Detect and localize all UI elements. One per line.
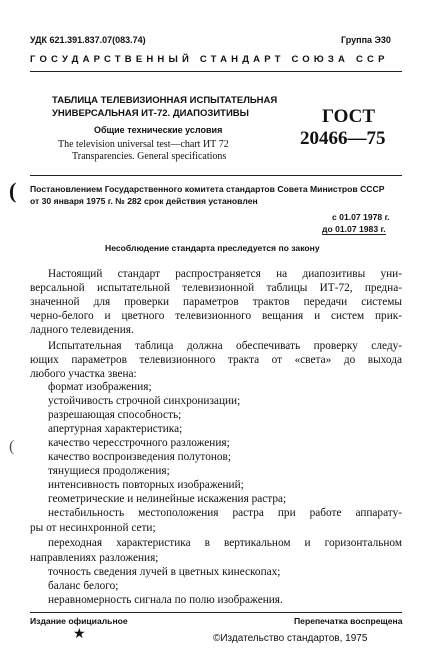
reprint-prohibited-label: Перепечатка воспрещена [294, 616, 403, 626]
title-line-2: УНИВЕРСАЛЬНАЯ ИТ-72. ДИАПОЗИТИВЫ [52, 108, 249, 119]
title-subtitle: Общие технические условия [94, 125, 223, 135]
list-item: точность сведения лучей в цветных кинескопах; [48, 566, 281, 578]
list-item-continuation: ры от несинхронной сети; [30, 522, 156, 534]
header-rule [30, 71, 402, 72]
official-edition-label: Издание официальное [30, 616, 128, 626]
title-english-2: Transparencies. General specifications [72, 151, 227, 162]
footer-rule [30, 612, 402, 613]
para2-line-1: Испытательная таблица должна обеспечивать проверку следу- [48, 340, 402, 352]
decree-line-2: от 30 января 1975 г. № 282 срок действия установлен [30, 196, 258, 206]
title-line-1: ТАБЛИЦА ТЕЛЕВИЗИОННАЯ ИСПЫТАТЕЛЬНАЯ [52, 95, 278, 106]
para1-line-5: ладного телевидения. [30, 324, 134, 336]
para2-line-2: ющих параметров телевизионного тракта от «света» до выхода [30, 354, 402, 366]
legal-warning: Несоблюдение стандарта преследуется по закону [105, 243, 320, 253]
list-item: качество чересстрочного разложения; [48, 437, 230, 449]
list-item: переходная характеристика в вертикальном и горизонтальном [48, 537, 402, 549]
list-item: формат изображения; [48, 381, 152, 393]
list-item: тянущиеся продолжения; [48, 465, 170, 477]
list-item: апертурная характеристика; [48, 423, 183, 435]
copyright-notice: ©Издательство стандартов, 1975 [213, 633, 368, 644]
list-item: устойчивость строчной синхронизации; [48, 395, 241, 407]
validity-from: с 01.07 1978 г. [332, 212, 390, 222]
validity-to: до 01.07 1983 г. [322, 224, 386, 234]
gost-label: ГОСТ [322, 106, 376, 127]
list-item-continuation: направлениях разложения; [30, 552, 159, 564]
title-rule [30, 175, 402, 176]
para2-line-3: любого участка звена: [30, 368, 137, 380]
list-item: геометрические и нелинейные искажения растра; [48, 493, 287, 505]
para1-line-3: значенной для проверки параметров трактов передачи системы [30, 296, 402, 308]
list-item: баланс белого; [48, 580, 119, 592]
udc-code: УДК 621.391.837.07(083.74) [30, 35, 146, 45]
list-item: разрешающая способность; [48, 409, 182, 421]
star-icon: ★ [73, 627, 86, 642]
agency-heading: ГОСУДАРСТВЕННЫЙ СТАНДАРТ СОЮЗА ССР [30, 54, 389, 65]
para1-line-4: черно-белого и цветного телевизионного вещания и систем прик- [30, 310, 402, 322]
margin-bracket-mark: ( [9, 178, 17, 203]
para1-line-2: версальной испытательной телевизионной таблицы ИТ-72, предна- [30, 282, 402, 294]
list-item: нестабильность местоположения растра при работе аппарату- [48, 507, 402, 519]
list-item: неравномерность сигнала по полю изображения. [48, 594, 283, 606]
list-item: интенсивность повторных изображений; [48, 479, 244, 491]
margin-bracket-mark-2: ( [9, 438, 15, 455]
para1-line-1: Настоящий стандарт распространяется на диапозитивы уни- [48, 268, 402, 280]
title-english-1: The television universal test—chart ИТ 72 [58, 139, 229, 150]
list-item: качество воспроизведения полутонов; [48, 451, 232, 463]
gost-number: 20466—75 [300, 128, 386, 149]
group-code: Группа Э30 [341, 35, 391, 45]
decree-line-1: Постановлением Государственного комитета стандартов Совета Министров СССР [30, 184, 385, 194]
